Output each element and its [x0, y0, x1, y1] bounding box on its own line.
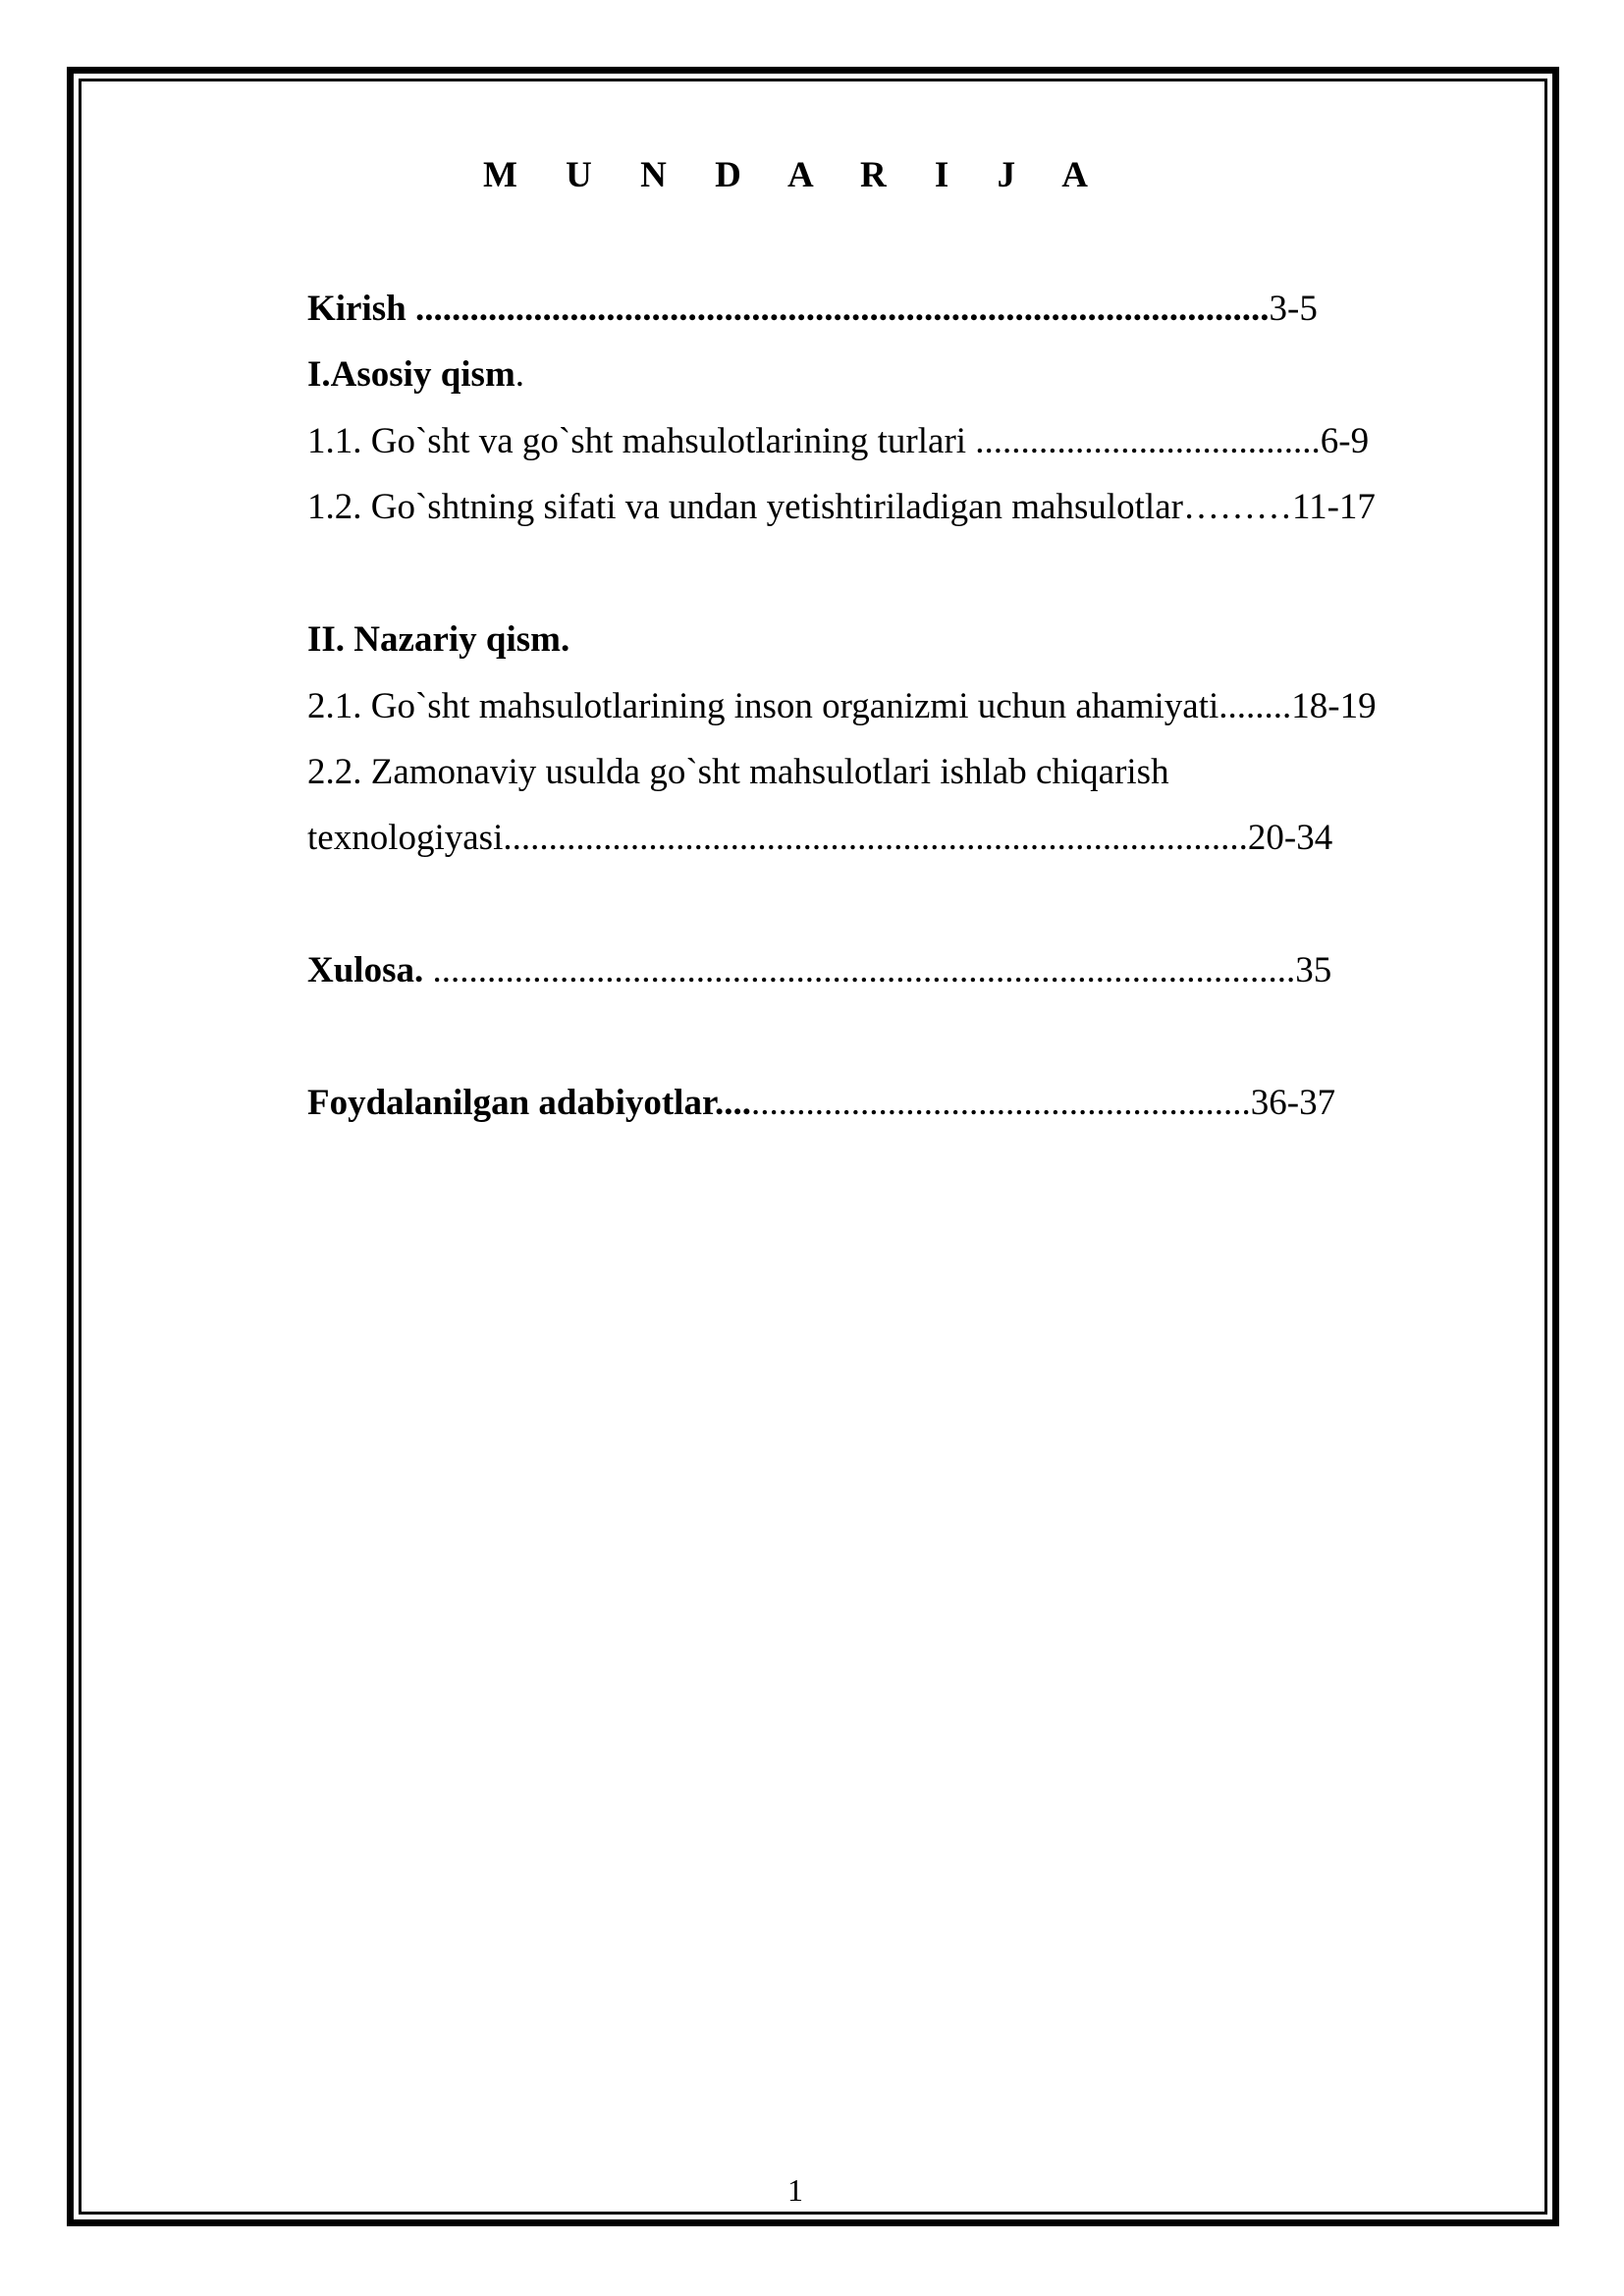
- toc-entry-pages: 20-34: [1247, 818, 1333, 858]
- toc-entry-pages: 6-9: [1320, 421, 1370, 461]
- toc-entry-2-1[interactable]: [307, 683, 1377, 730]
- toc-entry-label: Xulosa.: [307, 950, 424, 990]
- toc-entry-leader: ...............................................................................................: [423, 950, 1296, 990]
- toc-entry-pages: 3-5: [1269, 289, 1318, 329]
- toc-section-label: II. Nazariy qism.: [307, 619, 570, 660]
- toc-entry-text: texnologiyasi..................................................................................: [307, 818, 1248, 858]
- toc-entry-adabiyotlar[interactable]: [307, 1080, 1335, 1127]
- toc-entry-xulosa[interactable]: [307, 947, 1331, 994]
- toc-entry-1-2[interactable]: [307, 484, 1376, 531]
- toc-entry-2-2-line2[interactable]: [307, 815, 1332, 862]
- toc-entry-text: 2.2. Zamonaviy usulda go`sht mahsulotlari ishlab chiqarish: [307, 752, 1169, 792]
- toc-entry-text: 1.2. Go`shtning sifati va undan yetishtiriladigan mahsulotlar………: [307, 487, 1292, 527]
- toc-entry-leader: .......................................................: [751, 1083, 1251, 1123]
- document-title: M U N D A R I J A: [482, 155, 1109, 195]
- toc-entry-pages: 36-37: [1250, 1083, 1336, 1123]
- page-number: 1: [787, 2172, 803, 2208]
- toc-entry-label: Foydalanilgan adabiyotlar....: [307, 1083, 751, 1123]
- toc-section-label: I.Asosiy qism: [307, 354, 515, 395]
- toc-section-nazariy[interactable]: [307, 616, 569, 664]
- toc-section-suffix: .: [514, 354, 525, 395]
- toc-entry-pages: 11-17: [1291, 487, 1376, 527]
- toc-entry-label: Kirish: [307, 289, 406, 329]
- toc-entry-2-2-line1[interactable]: [307, 749, 1169, 796]
- toc-entry-kirish[interactable]: [307, 286, 1318, 333]
- page-border-inner: [79, 79, 1547, 2215]
- toc-entry-leader: ..............................................................................................: [406, 289, 1270, 329]
- toc-entry-1-1[interactable]: [307, 418, 1369, 465]
- toc-entry-pages: 18-19: [1291, 686, 1377, 726]
- toc-entry-text: 1.1. Go`sht va go`sht mahsulotlarining turlari ......................................: [307, 421, 1321, 461]
- toc-entry-text: 2.1. Go`sht mahsulotlarining inson organizmi uchun ahamiyati........: [307, 686, 1292, 726]
- toc-entry-pages: 35: [1295, 950, 1332, 990]
- toc-section-asosiy[interactable]: [307, 351, 524, 399]
